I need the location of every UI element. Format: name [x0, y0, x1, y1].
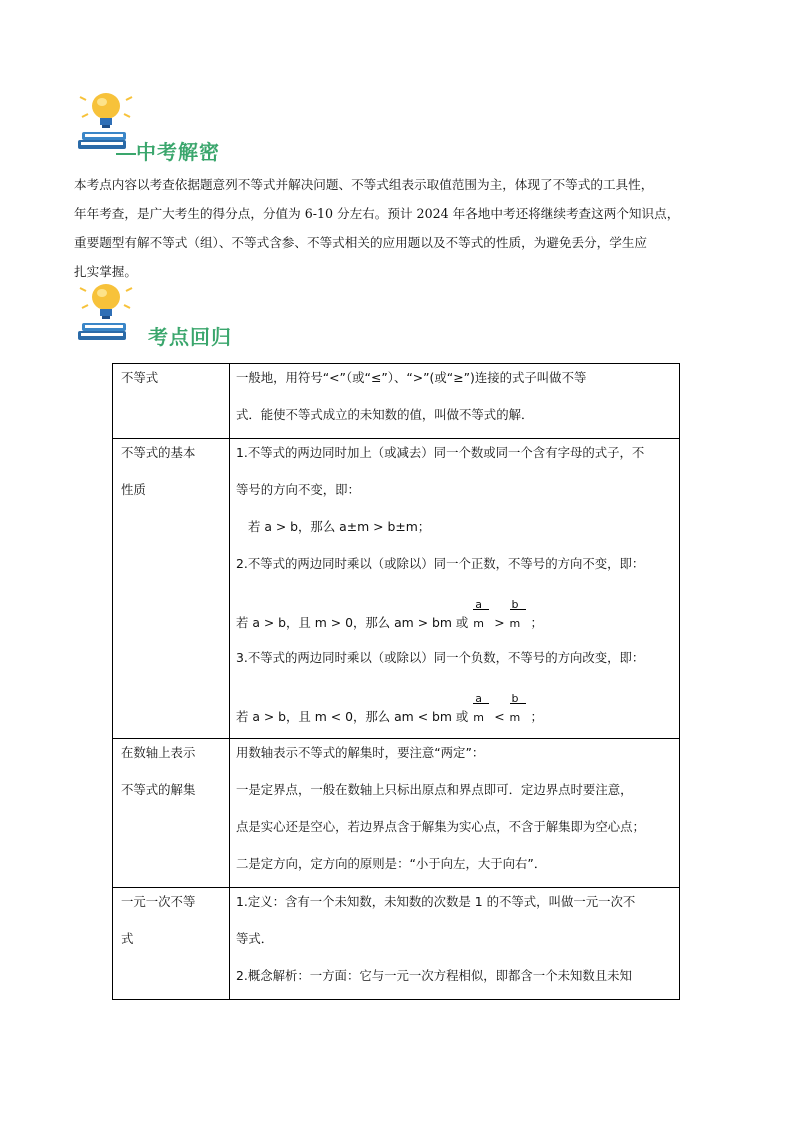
description-line: 2.不等式的两边同时乘以（或除以）同一个正数，不等号的方向不变，即： [236, 556, 645, 571]
inequality-operator: < [494, 709, 505, 724]
description-cell [230, 364, 680, 439]
formula-line: 若 a > b，那么 a±m > b±m； [248, 519, 431, 534]
term-text: 式 [121, 931, 134, 946]
lightbulb-books-icon [76, 283, 140, 353]
term-text: 在数轴上表示 [121, 745, 196, 760]
formula-end: ； [530, 615, 543, 630]
table-row [113, 364, 680, 439]
key-points-table [112, 363, 680, 1000]
description-cell [230, 439, 680, 739]
term-cell [113, 439, 230, 739]
intro-paragraph [74, 174, 734, 290]
term-text: 性质 [121, 482, 146, 497]
fraction-numerator: a [475, 692, 482, 705]
fraction-numerator: b [511, 598, 519, 611]
description-line: 一般地，用符号“<”（或“≤”）、“>”(或“≥”)连接的式子叫做不等 [236, 370, 587, 385]
term-cell [113, 364, 230, 439]
description-line: 等式． [236, 931, 274, 946]
formula-line-fraction [236, 587, 675, 644]
description-line: 1.不等式的两边同时加上（或减去）同一个数或同一个含有字母的式子，不 [236, 445, 645, 460]
section-heading-key-points [76, 283, 376, 353]
description-line: 3.不等式的两边同时乘以（或除以）同一个负数，不等号的方向改变，即： [236, 650, 645, 665]
intro-line: 本考点内容以考查依据题意列不等式并解决问题、不等式组表示取值范围为主，体现了不等式的工具性， [74, 177, 654, 192]
description-line: 点是实心还是空心，若边界点含于解集为实心点，不含于解集即为空心点； [236, 819, 645, 834]
description-line: 2.概念解析：一方面：它与一元一次方程相似，即都含一个未知数且未知 [236, 968, 632, 983]
description-line: 二是定方向，定方向的原则是：“小于向左，大于向右”． [236, 856, 547, 871]
term-text: 不等式的基本 [121, 445, 196, 460]
term-text: 不等式的解集 [121, 782, 196, 797]
intro-line: 扎实掌握。 [74, 264, 137, 279]
table-row [113, 888, 680, 1000]
term-text: 不等式 [121, 370, 159, 385]
fraction-numerator: b [511, 692, 519, 705]
fraction-denominator: m [509, 617, 521, 630]
inequality-operator: > [494, 615, 505, 630]
description-cell [230, 739, 680, 888]
section-title: 考点回归 [148, 325, 232, 349]
table-row [113, 739, 680, 888]
table-row [113, 439, 680, 739]
lightbulb-books-icon [76, 92, 140, 162]
fraction-a-over-m [472, 598, 490, 630]
description-cell [230, 888, 680, 1000]
section-heading-exam-analysis [76, 92, 376, 162]
term-text: 一元一次不等 [121, 894, 196, 909]
section-title: 中考解密 [136, 140, 220, 164]
fraction-b-over-m [509, 692, 527, 724]
description-line: 用数轴表示不等式的解集时，要注意“两定”： [236, 745, 485, 760]
formula-prefix: 若 a > b，且 m < 0，那么 am < bm 或 [236, 709, 469, 724]
fraction-denominator: m [473, 617, 484, 630]
term-cell [113, 888, 230, 1000]
description-line: 1.定义：含有一个未知数，未知数的次数是 1 的不等式，叫做一元一次不 [236, 894, 636, 909]
intro-line: 重要题型有解不等式（组）、不等式含参、不等式相关的应用题以及不等式的性质，为避免丢分，学生应 [74, 235, 648, 250]
intro-line: 年年考查，是广大考生的得分点，分值为 6-10 分左右。预计 2024 年各地中考还将继续考查这两个知识点， [74, 206, 680, 221]
fraction-b-over-m [509, 598, 527, 630]
formula-end: ； [530, 709, 543, 724]
formula-line-fraction [236, 681, 675, 738]
term-cell [113, 739, 230, 888]
fraction-numerator: a [475, 598, 482, 611]
fraction-denominator: m [509, 711, 521, 724]
fraction-a-over-m [472, 692, 490, 724]
description-line: 等号的方向不变，即： [236, 482, 360, 497]
description-line: 一是定界点，一般在数轴上只标出原点和界点即可．定边界点时要注意， [236, 782, 633, 797]
fraction-denominator: m [473, 711, 484, 724]
description-line: 式．能使不等式成立的未知数的值，叫做不等式的解． [236, 407, 534, 422]
formula-prefix: 若 a > b，且 m > 0，那么 am > bm 或 [236, 615, 469, 630]
